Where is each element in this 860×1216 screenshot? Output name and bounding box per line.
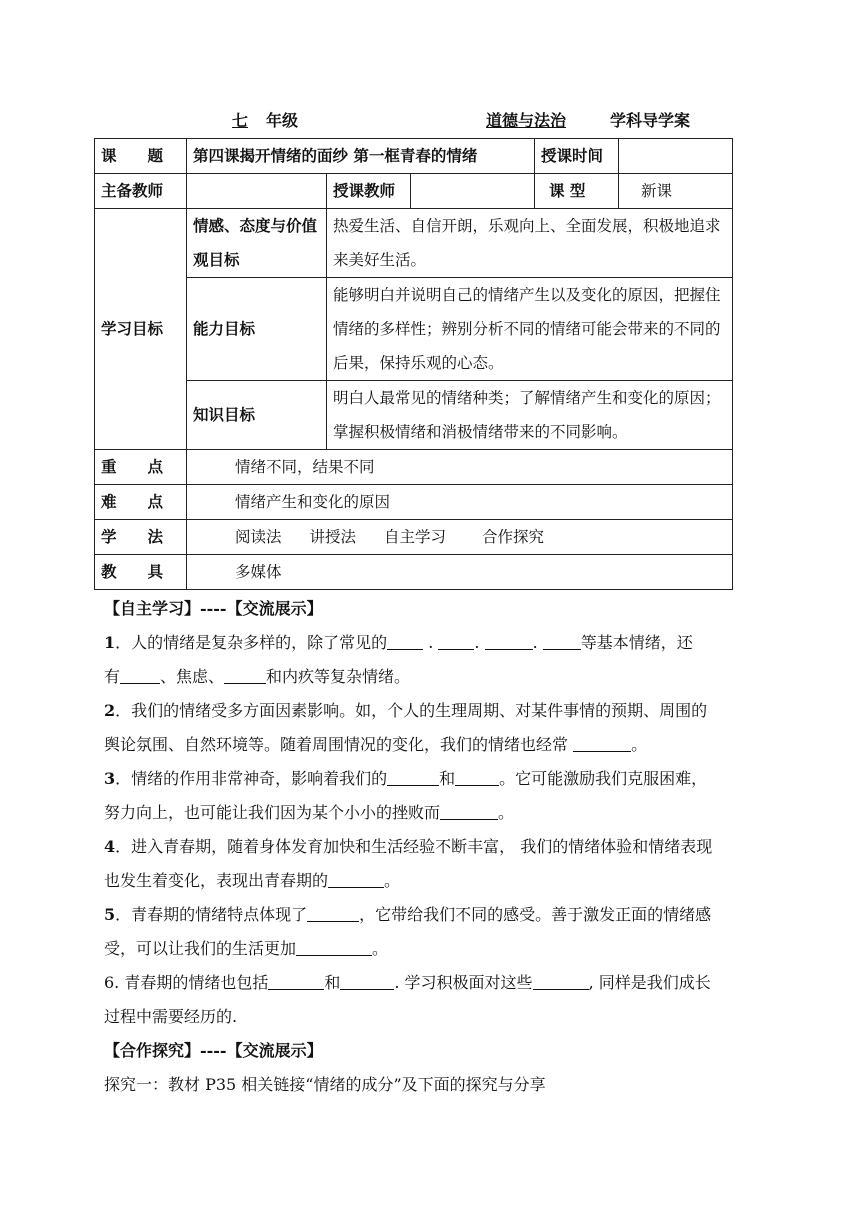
subject-suffix: 学科导学案 bbox=[610, 111, 691, 130]
table-row bbox=[95, 555, 733, 590]
cooperate-heading: 【合作探究】----【交流展示】 bbox=[104, 1041, 323, 1060]
explore-1: 探究一：教材 P35 相关链接“情绪的成分”及下面的探究与分享 bbox=[104, 1075, 546, 1094]
doc-header bbox=[0, 108, 860, 134]
q-text: 和 bbox=[439, 769, 456, 788]
question-1: 1．人的情绪是复杂多样的，除了常见的 . . . 等基本情绪，还 bbox=[104, 633, 693, 652]
q-text: 有 bbox=[104, 667, 121, 686]
q-text: 。它可能激励我们克服困难， bbox=[499, 769, 708, 788]
q-text: 。 bbox=[384, 871, 401, 890]
q-text: ．情绪的作用非常神奇，影响着我们的 bbox=[115, 769, 388, 788]
main-teacher-label: 主备教师 bbox=[95, 174, 187, 209]
method-item: 讲授法 bbox=[309, 528, 357, 546]
goal-text: 能够明白并说明自己的情绪产生以及变化的原因，把握住情绪的多样性；辨别分析不同的情绪可能会带来的不同的后果，保持乐观的心态。 bbox=[327, 278, 733, 381]
type-value: 新课 bbox=[619, 174, 733, 209]
question-6 bbox=[104, 966, 764, 1000]
table-row bbox=[95, 139, 733, 174]
blank[interactable] bbox=[307, 903, 359, 922]
tools-value: 多媒体 bbox=[187, 555, 733, 590]
blank[interactable] bbox=[328, 869, 384, 888]
q-num: 3 bbox=[104, 769, 116, 788]
goals-label: 学习目标 bbox=[95, 209, 187, 450]
question-3 bbox=[104, 762, 764, 796]
grade-underline bbox=[190, 111, 266, 130]
goal-text: 明白人最常见的情绪种类；了解情绪产生和变化的原因；掌握积极情绪和消极情绪带来的不同影响。 bbox=[327, 381, 733, 450]
question-1-cont bbox=[104, 660, 764, 694]
question-2-cont bbox=[104, 728, 764, 762]
topic-value: 第四课揭开情绪的面纱 第一框青春的情绪 bbox=[187, 139, 535, 174]
q-text: 等基本情绪，还 bbox=[580, 633, 693, 652]
question-4 bbox=[104, 830, 764, 864]
q-text: 和 bbox=[324, 973, 341, 992]
question-4-cont bbox=[104, 864, 764, 898]
q-text: 。 bbox=[631, 735, 648, 754]
topic-label: 课 题 bbox=[95, 139, 187, 174]
blank[interactable] bbox=[340, 971, 394, 990]
q-num: 5 bbox=[104, 905, 116, 924]
blank[interactable] bbox=[438, 631, 474, 650]
question-5 bbox=[104, 898, 764, 932]
table-row bbox=[95, 174, 733, 209]
goal-name: 能力目标 bbox=[187, 278, 327, 381]
grade-line bbox=[190, 108, 298, 131]
teacher-value bbox=[411, 174, 535, 209]
blank[interactable] bbox=[543, 631, 581, 650]
question-2 bbox=[104, 694, 764, 728]
table-row bbox=[95, 278, 733, 381]
blank[interactable] bbox=[120, 665, 160, 684]
blank[interactable] bbox=[224, 665, 266, 684]
q-text: 过程中需要经历的. bbox=[104, 1007, 238, 1026]
table-row bbox=[95, 209, 733, 278]
worksheet-body bbox=[104, 592, 764, 1102]
blank[interactable] bbox=[296, 937, 372, 956]
q-num: 1 bbox=[104, 633, 116, 652]
blank[interactable] bbox=[573, 733, 631, 752]
q-text: 。 bbox=[498, 803, 515, 822]
goal-name: 知识目标 bbox=[187, 381, 327, 450]
q-num: 2 bbox=[104, 701, 116, 720]
q-text: ．人的情绪是复杂多样的，除了常见的 bbox=[115, 633, 388, 652]
table-row bbox=[95, 520, 733, 555]
q-text: 也发生着变化，表现出青春期的 bbox=[104, 871, 329, 890]
q-text: , 同样是我们成长 bbox=[588, 973, 711, 992]
type-label: 课 型 bbox=[535, 174, 619, 209]
subject-value: 道德与法治 bbox=[486, 111, 567, 130]
teacher-label: 授课教师 bbox=[327, 174, 411, 209]
q-text: ，它带给我们不同的感受。善于激发正面的情绪感 bbox=[359, 905, 712, 924]
q-text: 。 bbox=[372, 939, 389, 958]
self-study-heading: 【自主学习】----【交流展示】 bbox=[104, 599, 323, 618]
q-text: 和内疚等复杂情绪。 bbox=[266, 667, 411, 686]
q-text: 努力向上，也可能让我们因为某个小小的挫败而 bbox=[104, 803, 441, 822]
goal-name: 情感、态度与价值观目标 bbox=[187, 209, 327, 278]
blank[interactable] bbox=[533, 971, 589, 990]
tools-label: 教 具 bbox=[95, 555, 187, 590]
table-row bbox=[95, 485, 733, 520]
question-6-cont bbox=[104, 1000, 764, 1034]
subject-line bbox=[460, 108, 690, 131]
q-num: 4 bbox=[104, 837, 116, 856]
difficulty-label: 难 点 bbox=[95, 485, 187, 520]
q-text: . 学习积极面对这些 bbox=[394, 973, 533, 992]
q-text: 6. 青春期的情绪也包括 bbox=[104, 973, 269, 992]
table-row bbox=[95, 381, 733, 450]
focus-label: 重 点 bbox=[95, 450, 187, 485]
blank[interactable] bbox=[268, 971, 324, 990]
method-item: 自主学习 bbox=[384, 528, 447, 546]
blank[interactable] bbox=[440, 801, 498, 820]
blank[interactable] bbox=[485, 631, 533, 650]
blank[interactable] bbox=[455, 767, 499, 786]
blank[interactable] bbox=[387, 631, 423, 650]
q-text: 、焦虑、 bbox=[160, 667, 225, 686]
question-5-cont bbox=[104, 932, 764, 966]
blank[interactable] bbox=[387, 767, 439, 786]
q-text: ．我们的情绪受多方面因素影响。如，个人的生理周期、对某件事情的预期、周围的 bbox=[115, 701, 708, 720]
subject-underline bbox=[460, 111, 610, 130]
time-value bbox=[619, 139, 733, 174]
focus-value: 情绪不同，结果不同 bbox=[187, 450, 733, 485]
main-teacher-value bbox=[187, 174, 327, 209]
q-text: ．进入青春期，随着身体发育加快和生活经验不断丰富， 我们的情绪体验和情绪表现 bbox=[115, 837, 713, 856]
time-label: 授课时间 bbox=[535, 139, 619, 174]
goal-text: 热爱生活、自信开朗，乐观向上、全面发展，积极地追求来美好生活。 bbox=[327, 209, 733, 278]
q-text: ．青春期的情绪特点体现了 bbox=[115, 905, 308, 924]
method-item: 合作探究 bbox=[482, 528, 545, 546]
question-3-cont bbox=[104, 796, 764, 830]
lesson-plan-table bbox=[94, 138, 733, 590]
method-value bbox=[187, 520, 733, 555]
table-row bbox=[95, 450, 733, 485]
q-text: 舆论氛围、自然环境等。随着周围情况的变化，我们的情绪也经常 bbox=[104, 735, 569, 754]
difficulty-value: 情绪产生和变化的原因 bbox=[187, 485, 733, 520]
method-label: 学 法 bbox=[95, 520, 187, 555]
method-item: 阅读法 bbox=[235, 528, 282, 546]
q-text: 受，可以让我们的生活更加 bbox=[104, 939, 297, 958]
grade-value: 七 bbox=[232, 111, 249, 130]
grade-suffix: 年级 bbox=[266, 111, 299, 130]
